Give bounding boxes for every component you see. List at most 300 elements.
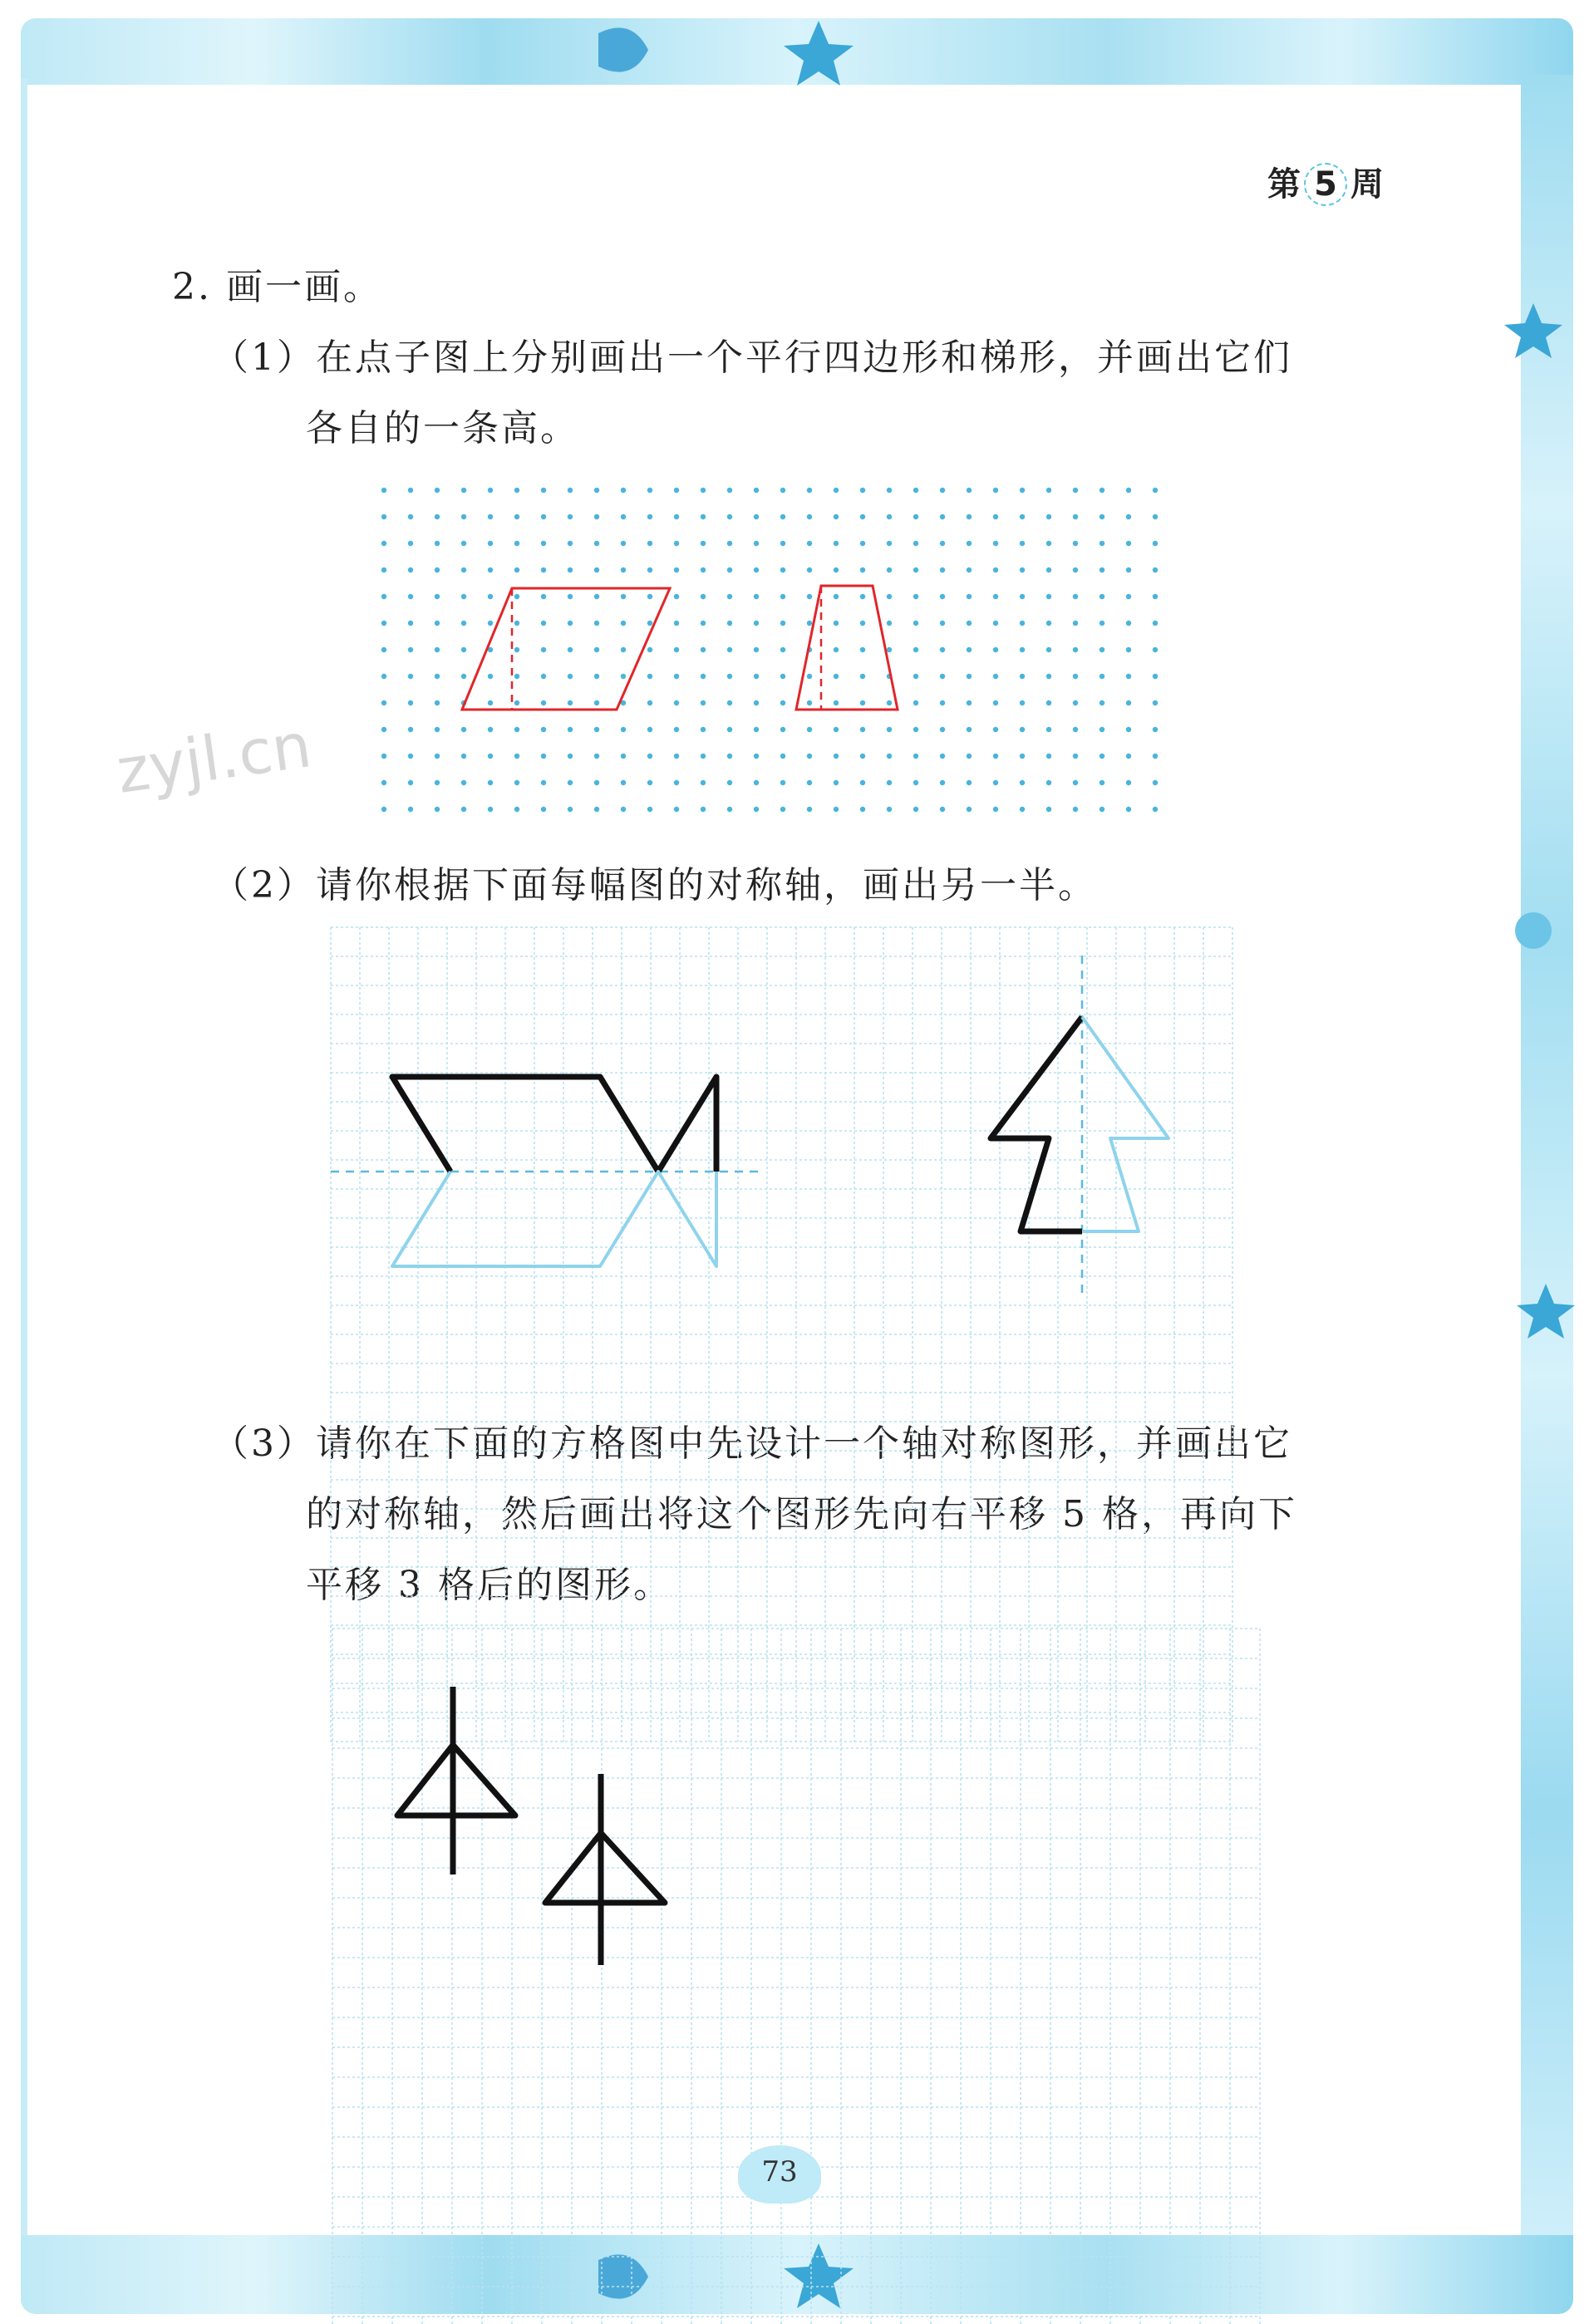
grid-dot [913, 567, 918, 572]
grid-dot [461, 621, 466, 626]
grid-dot [435, 541, 440, 546]
grid-dot [887, 488, 892, 493]
grid-dot [621, 674, 626, 679]
grid-dot [381, 541, 386, 546]
week-suffix: 周 [1350, 165, 1384, 204]
grid-dot [435, 567, 440, 572]
grid-dot [701, 754, 706, 759]
grid-dot [1100, 807, 1104, 812]
grid-dot [967, 807, 972, 812]
part3-line1: （3）请你在下面的方格图中先设计一个轴对称图形，并画出它 [212, 1422, 1292, 1465]
grid-dot [967, 647, 972, 652]
grid-dot [435, 514, 440, 519]
grid-dot [967, 754, 972, 759]
grid-dot [568, 700, 573, 705]
grid-dot [993, 780, 998, 785]
grid-dot [913, 514, 918, 519]
grid-dot [993, 807, 998, 812]
grid-dot [780, 567, 785, 572]
part2-line1: （2）请你根据下面每幅图的对称轴，画出另一半。 [212, 864, 1097, 907]
grid-dot [754, 594, 759, 599]
grid-dot [1153, 514, 1158, 519]
grid-dot [940, 514, 945, 519]
grid-dot [1046, 754, 1051, 759]
grid-dot [1046, 541, 1051, 546]
grid-dot [1153, 674, 1158, 679]
grid-dot [1020, 621, 1025, 626]
grid-dot [913, 541, 918, 546]
grid-dot [1126, 754, 1131, 759]
grid-dot [1126, 807, 1131, 812]
grid-dot [461, 780, 466, 785]
grid-dot [780, 700, 785, 705]
grid-dot [674, 780, 679, 785]
grid-dot [967, 541, 972, 546]
grid-dot [967, 594, 972, 599]
grid-dot [860, 541, 865, 546]
grid-dot [993, 488, 998, 493]
dot-grid [381, 488, 1158, 812]
grid-dot [1020, 541, 1025, 546]
grid-dot [541, 700, 546, 705]
grid-dot [514, 780, 519, 785]
grid-dot [461, 647, 466, 652]
grid-dot [780, 621, 785, 626]
grid-dot [541, 754, 546, 759]
grid-dot [701, 727, 706, 732]
drawn-other-half-shape-left [392, 1172, 716, 1266]
grid-dot [913, 621, 918, 626]
grid-dot [940, 674, 945, 679]
grid-dot [887, 754, 892, 759]
grid-dot [1020, 807, 1025, 812]
grid-dot [435, 594, 440, 599]
grid-dot [621, 647, 626, 652]
grid-dot [1073, 727, 1078, 732]
grid-dot [461, 514, 466, 519]
grid-dot [940, 541, 945, 546]
grid-dot [1020, 514, 1025, 519]
grid-dot [594, 780, 599, 785]
grid-dot [1046, 514, 1051, 519]
grid-dot [834, 594, 839, 599]
grid-dot [887, 647, 892, 652]
grid-dot [435, 647, 440, 652]
grid-dot [1046, 700, 1051, 705]
grid-dot [993, 647, 998, 652]
grid-dot [408, 514, 413, 519]
grid-dot [461, 674, 466, 679]
grid-dot [860, 621, 865, 626]
grid-dot [834, 780, 839, 785]
grid-dot [913, 647, 918, 652]
grid-dot [647, 594, 652, 599]
grid-dot [408, 594, 413, 599]
grid-dot [621, 488, 626, 493]
grid-dot [381, 594, 386, 599]
grid-dot [940, 567, 945, 572]
grid-dot [568, 780, 573, 785]
grid-dot [780, 594, 785, 599]
grid-dot [754, 780, 759, 785]
grid-dot [780, 674, 785, 679]
grid-dot [1126, 727, 1131, 732]
grid-dot [727, 674, 732, 679]
drawn-other-half-shape-right [1082, 1017, 1168, 1231]
grid-dot [1020, 674, 1025, 679]
grid-dot [780, 541, 785, 546]
grid-dot [435, 754, 440, 759]
grid-dot [701, 567, 706, 572]
grid-dot [940, 594, 945, 599]
grid-dot [701, 647, 706, 652]
grid-dot [993, 674, 998, 679]
grid-dot [408, 807, 413, 812]
grid-dot [860, 567, 865, 572]
grid-dot [860, 780, 865, 785]
grid-dot [701, 700, 706, 705]
grid-dot [1153, 541, 1158, 546]
grid-dot [488, 780, 493, 785]
grid-dot [1153, 754, 1158, 759]
grid-dot [408, 541, 413, 546]
grid-dot [834, 488, 839, 493]
grid-dot [594, 807, 599, 812]
grid-dot [913, 807, 918, 812]
grid-dot [514, 674, 519, 679]
grid-dot [1100, 647, 1104, 652]
translation-square-grid [332, 1629, 1260, 2324]
grid-dot [834, 674, 839, 679]
grid-dot [993, 514, 998, 519]
grid-dot [1100, 621, 1104, 626]
grid-dot [701, 541, 706, 546]
grid-dot [807, 754, 812, 759]
grid-dot [488, 567, 493, 572]
grid-dot [435, 807, 440, 812]
grid-dot [647, 567, 652, 572]
grid-dot [541, 488, 546, 493]
grid-dot [967, 674, 972, 679]
grid-dot [1126, 700, 1131, 705]
grid-dot [807, 541, 812, 546]
grid-dot [435, 488, 440, 493]
grid-dot [568, 674, 573, 679]
grid-dot [780, 754, 785, 759]
grid-dot [913, 488, 918, 493]
grid-dot [1153, 647, 1158, 652]
week-prefix: 第 [1267, 165, 1301, 204]
given-half-shape-right [991, 1017, 1082, 1231]
grid-dot [461, 541, 466, 546]
grid-dot [940, 700, 945, 705]
grid-dot [1073, 541, 1078, 546]
grid-dot [1153, 488, 1158, 493]
grid-dot [913, 674, 918, 679]
grid-dot [834, 514, 839, 519]
grid-dot [860, 807, 865, 812]
grid-dot [727, 514, 732, 519]
grid-dot [1100, 727, 1104, 732]
grid-dot [514, 514, 519, 519]
grid-dot [993, 621, 998, 626]
designed-symmetric-figure [397, 1687, 515, 1874]
grid-dot [568, 488, 573, 493]
grid-dot [1100, 567, 1104, 572]
grid-dot [621, 727, 626, 732]
grid-dot [488, 807, 493, 812]
grid-dot [514, 700, 519, 705]
grid-dot [1073, 647, 1078, 652]
grid-dot [594, 700, 599, 705]
grid-dot [1046, 674, 1051, 679]
grid-dot [1153, 594, 1158, 599]
grid-dot [381, 621, 386, 626]
grid-dot [940, 488, 945, 493]
grid-dot [1126, 621, 1131, 626]
grid-dot [913, 780, 918, 785]
grid-dot [727, 621, 732, 626]
grid-dot [754, 700, 759, 705]
grid-dot [1020, 647, 1025, 652]
watermark: zyjl.cn [112, 710, 316, 808]
grid-dot [621, 594, 626, 599]
grid-dot [860, 700, 865, 705]
grid-dot [647, 807, 652, 812]
grid-dot [541, 727, 546, 732]
grid-dot [1073, 780, 1078, 785]
grid-dot [674, 514, 679, 519]
grid-dot [967, 488, 972, 493]
grid-dot [647, 674, 652, 679]
grid-dot [488, 488, 493, 493]
grid-dot [834, 541, 839, 546]
grid-dot [860, 727, 865, 732]
grid-dot [913, 754, 918, 759]
grid-dot [1100, 594, 1104, 599]
grid-dot [913, 700, 918, 705]
grid-dot [887, 567, 892, 572]
grid-dot [834, 647, 839, 652]
grid-dot [621, 514, 626, 519]
grid-dot [754, 807, 759, 812]
grid-dot [674, 488, 679, 493]
grid-dot [1153, 567, 1158, 572]
grid-dot [1126, 541, 1131, 546]
grid-dot [541, 541, 546, 546]
grid-dot [381, 780, 386, 785]
grid-dot [887, 514, 892, 519]
grid-dot [1046, 594, 1051, 599]
grid-dot [381, 674, 386, 679]
grid-dot [381, 488, 386, 493]
grid-dot [594, 541, 599, 546]
grid-dot [1046, 780, 1051, 785]
grid-dot [541, 807, 546, 812]
grid-dot [967, 780, 972, 785]
grid-dot [860, 514, 865, 519]
grid-dot [674, 541, 679, 546]
grid-dot [860, 594, 865, 599]
grid-dot [1126, 594, 1131, 599]
answer-parallelogram [462, 588, 670, 710]
grid-dot [541, 567, 546, 572]
grid-dot [1020, 488, 1025, 493]
grid-dot [674, 621, 679, 626]
grid-dot [860, 488, 865, 493]
grid-dot [514, 807, 519, 812]
grid-dot [435, 780, 440, 785]
grid-dot [568, 567, 573, 572]
grid-dot [594, 621, 599, 626]
grid-dot [381, 514, 386, 519]
grid-dot [488, 727, 493, 732]
grid-dot [1073, 674, 1078, 679]
grid-dot [408, 780, 413, 785]
grid-dot [568, 514, 573, 519]
grid-dot [913, 727, 918, 732]
grid-dot [488, 700, 493, 705]
grid-dot [834, 700, 839, 705]
grid-dot [594, 674, 599, 679]
grid-dot [594, 567, 599, 572]
part1-line2: 各自的一条高。 [306, 407, 579, 450]
grid-dot [1100, 700, 1104, 705]
week-number: 5 [1304, 163, 1347, 206]
grid-dot [461, 754, 466, 759]
grid-dot [461, 727, 466, 732]
grid-dot [1073, 807, 1078, 812]
grid-dot [514, 594, 519, 599]
grid-dot [568, 807, 573, 812]
grid-dot [488, 541, 493, 546]
grid-dot [514, 488, 519, 493]
grid-dot [727, 488, 732, 493]
grid-dot [1153, 807, 1158, 812]
grid-dot [701, 514, 706, 519]
grid-dot [727, 780, 732, 785]
grid-dot [381, 807, 386, 812]
grid-dot [1073, 488, 1078, 493]
grid-dot [674, 727, 679, 732]
grid-dot [807, 621, 812, 626]
grid-dot [408, 727, 413, 732]
grid-dot [541, 647, 546, 652]
grid-dot [727, 541, 732, 546]
grid-dot [408, 488, 413, 493]
translated-figure [545, 1774, 665, 1965]
grid-dot [754, 727, 759, 732]
part3-line2: 的对称轴，然后画出将这个图形先向右平移 5 格，再向下 [306, 1493, 1297, 1535]
grid-dot [1046, 488, 1051, 493]
grid-dot [1046, 727, 1051, 732]
grid-dot [568, 621, 573, 626]
grid-dot [568, 594, 573, 599]
grid-dot [647, 541, 652, 546]
grid-dot [435, 621, 440, 626]
grid-dot [807, 780, 812, 785]
grid-dot [461, 807, 466, 812]
grid-dot [1153, 780, 1158, 785]
answer-trapezoid [796, 586, 898, 710]
grid-dot [780, 488, 785, 493]
grid-dot [514, 727, 519, 732]
grid-dot [594, 727, 599, 732]
grid-dot [674, 754, 679, 759]
grid-dot [488, 621, 493, 626]
grid-dot [1020, 727, 1025, 732]
grid-dot [1073, 700, 1078, 705]
grid-dot [647, 488, 652, 493]
grid-dot [1153, 727, 1158, 732]
grid-dot [594, 594, 599, 599]
grid-dot [381, 567, 386, 572]
grid-dot [488, 754, 493, 759]
grid-dot [834, 807, 839, 812]
grid-dot [674, 594, 679, 599]
grid-dot [1073, 594, 1078, 599]
grid-dot [594, 514, 599, 519]
grid-dot [1153, 621, 1158, 626]
grid-dot [754, 754, 759, 759]
grid-dot [1100, 514, 1104, 519]
grid-dot [1126, 647, 1131, 652]
grid-dot [967, 514, 972, 519]
grid-dot [381, 754, 386, 759]
grid-dot [647, 754, 652, 759]
grid-dot [514, 754, 519, 759]
grid-dot [621, 754, 626, 759]
grid-dot [1020, 567, 1025, 572]
grid-dot [1126, 674, 1131, 679]
grid-dot [674, 567, 679, 572]
grid-dot [807, 700, 812, 705]
grid-dot [1020, 594, 1025, 599]
grid-dot [887, 621, 892, 626]
grid-dot [594, 754, 599, 759]
grid-dot [701, 780, 706, 785]
grid-dot [1073, 514, 1078, 519]
grid-dot [435, 727, 440, 732]
grid-dot [435, 674, 440, 679]
grid-dot [568, 727, 573, 732]
grid-dot [674, 674, 679, 679]
grid-dot [674, 807, 679, 812]
grid-dot [568, 541, 573, 546]
grid-dot [967, 621, 972, 626]
grid-dot [1126, 567, 1131, 572]
grid-dot [780, 514, 785, 519]
question-title: 2. 画一画。 [172, 266, 382, 308]
grid-dot [408, 700, 413, 705]
grid-dot [461, 488, 466, 493]
grid-dot [727, 567, 732, 572]
grid-dot [381, 727, 386, 732]
grid-dot [1020, 754, 1025, 759]
grid-dot [701, 621, 706, 626]
grid-dot [834, 727, 839, 732]
grid-dot [727, 647, 732, 652]
grid-dot [727, 727, 732, 732]
grid-dot [887, 594, 892, 599]
grid-dot [727, 754, 732, 759]
grid-dot [568, 754, 573, 759]
grid-dot [993, 594, 998, 599]
grid-dot [860, 647, 865, 652]
grid-dot [807, 567, 812, 572]
grid-dot [621, 621, 626, 626]
grid-dot [408, 647, 413, 652]
